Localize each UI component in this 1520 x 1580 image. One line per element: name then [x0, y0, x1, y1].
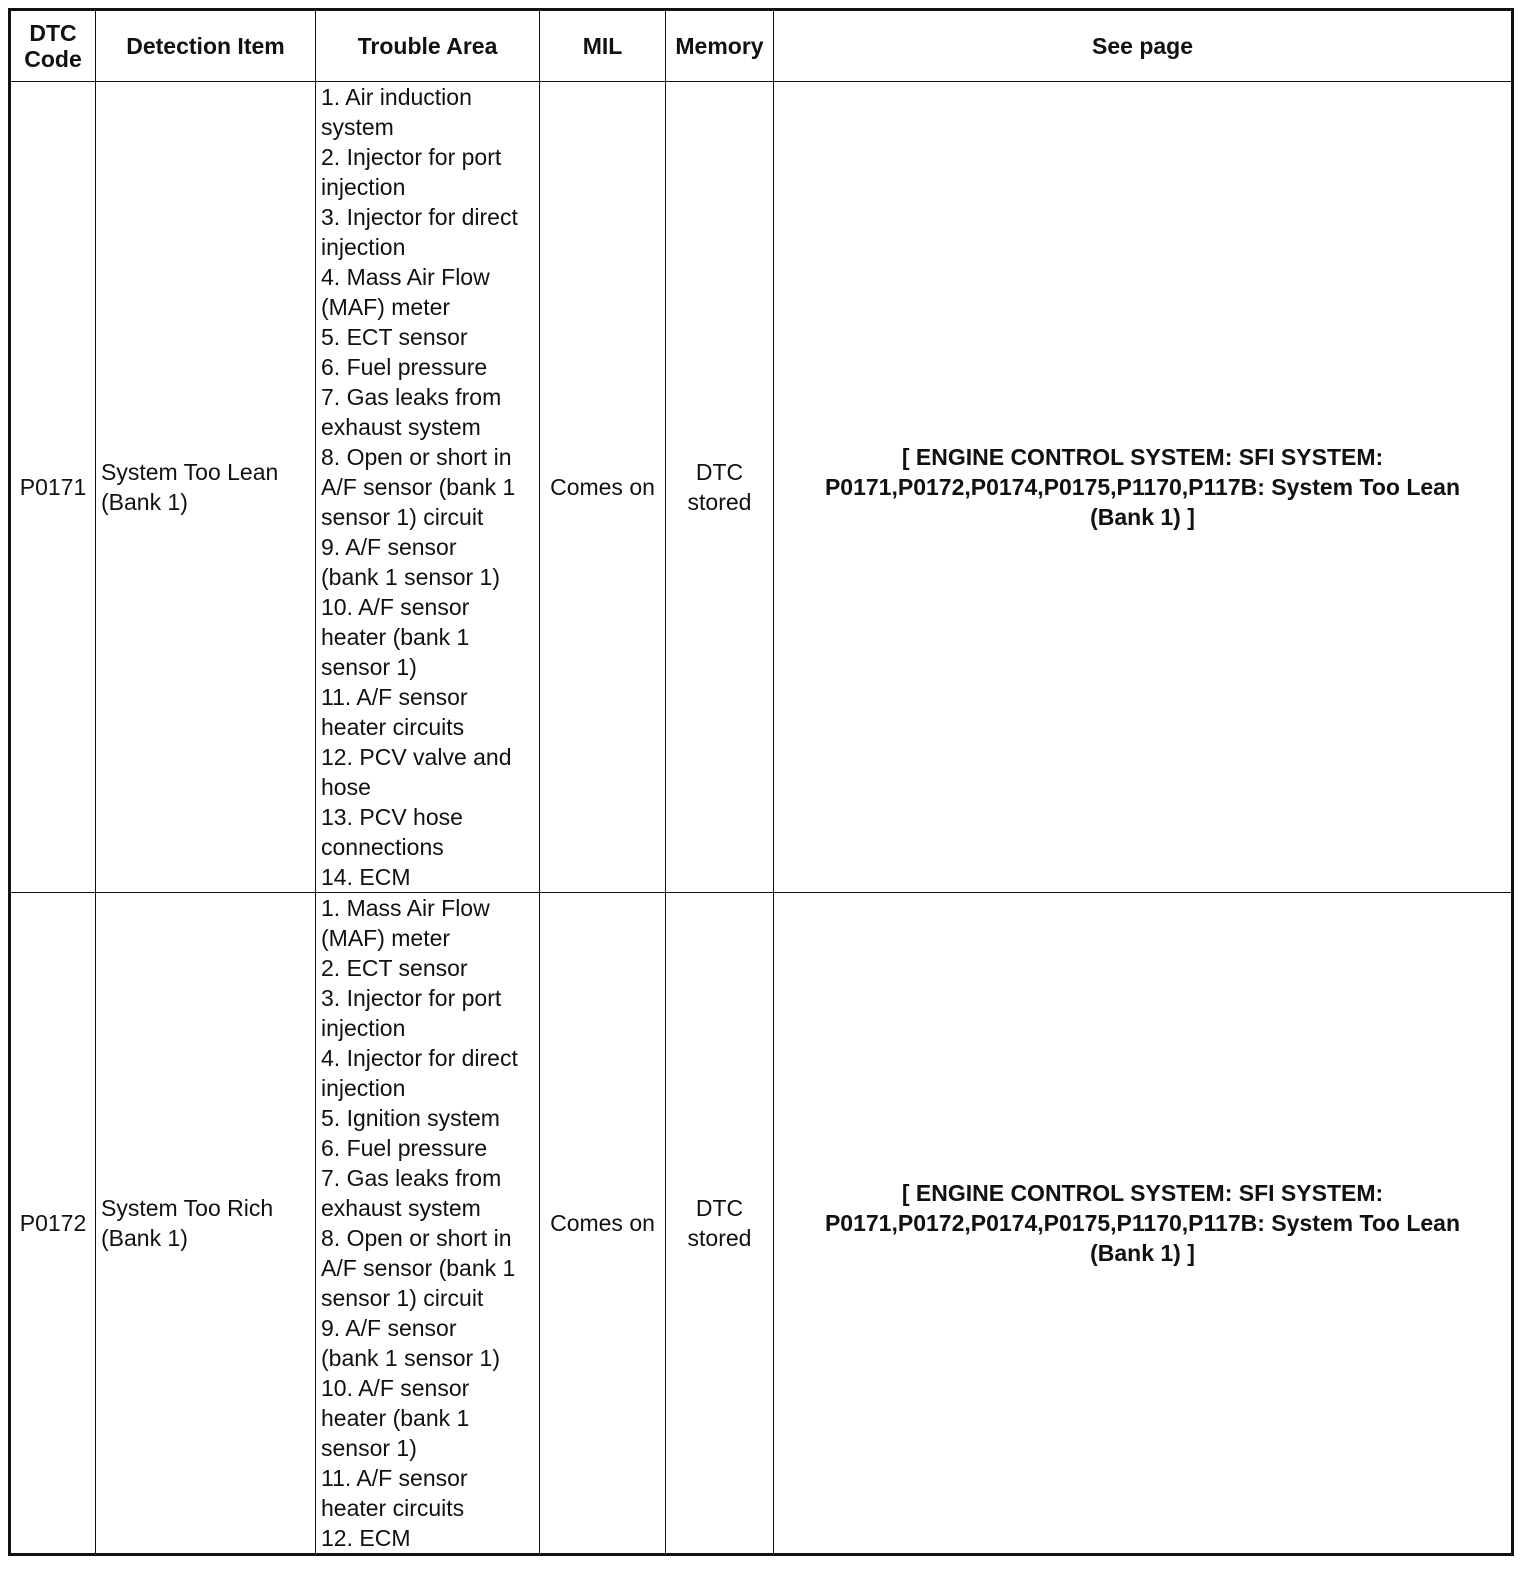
trouble-area-line: hose: [321, 774, 371, 800]
header-memory: Memory: [666, 10, 774, 82]
trouble-area-line: 1. Air induction: [321, 84, 472, 110]
trouble-area-line: 6. Fuel pressure: [321, 354, 488, 380]
trouble-area-line: heater (bank 1: [321, 624, 470, 650]
trouble-area-line: system: [321, 114, 394, 140]
trouble-area-line: 1. Mass Air Flow: [321, 895, 490, 921]
header-trouble-area: Trouble Area: [316, 10, 540, 82]
header-row: [10, 10, 1513, 82]
trouble-area-line: 10. A/F sensor: [321, 1375, 470, 1401]
trouble-area-line: sensor 1): [321, 654, 417, 680]
trouble-area-line: exhaust system: [321, 1195, 481, 1221]
trouble-area-line: 9. A/F sensor: [321, 534, 457, 560]
trouble-area-line: 12. PCV valve and: [321, 744, 512, 770]
trouble-area-line: 7. Gas leaks from: [321, 1165, 502, 1191]
header-mil: MIL: [540, 10, 666, 82]
trouble-area-line: A/F sensor (bank 1: [321, 1255, 516, 1281]
memory-cell: DTC stored: [666, 893, 774, 1555]
trouble-area-line: 13. PCV hose: [321, 804, 463, 830]
trouble-area-line: sensor 1): [321, 1435, 417, 1461]
mil-cell: Comes on: [540, 893, 666, 1555]
trouble-area-line: 3. Injector for direct: [321, 204, 518, 230]
trouble-area-cell: [316, 82, 540, 893]
trouble-area-line: 8. Open or short in: [321, 1225, 512, 1251]
header-see-page: See page: [774, 10, 1513, 82]
trouble-area-line: exhaust system: [321, 414, 481, 440]
trouble-area-line: sensor 1) circuit: [321, 1285, 484, 1311]
trouble-area-line: 5. Ignition system: [321, 1105, 500, 1131]
table-row: [10, 893, 1513, 1555]
trouble-area-line: 8. Open or short in: [321, 444, 512, 470]
see-page-link[interactable]: [ ENGINE CONTROL SYSTEM: SFI SYSTEM: P0171,P0172,P0174,P0175,P1170,P117B: System Too Lean (Bank 1) ]: [824, 1180, 1461, 1266]
header-dtc-code: DTC Code: [10, 10, 96, 82]
trouble-area-line: 5. ECT sensor: [321, 324, 468, 350]
trouble-area-line: 12. ECM: [321, 1525, 411, 1551]
trouble-area-line: 4. Mass Air Flow: [321, 264, 490, 290]
trouble-area-line: heater circuits: [321, 714, 465, 740]
dtc-code-cell: P0171: [10, 82, 96, 893]
trouble-area-line: injection: [321, 1015, 406, 1041]
detection-item-cell: System Too Rich (Bank 1): [96, 893, 316, 1555]
trouble-area-line: 14. ECM: [321, 864, 411, 890]
trouble-area-line: 7. Gas leaks from: [321, 384, 502, 410]
trouble-area-line: 2. ECT sensor: [321, 955, 468, 981]
trouble-area-line: connections: [321, 834, 444, 860]
trouble-area-line: 10. A/F sensor: [321, 594, 470, 620]
trouble-area-line: 2. Injector for port: [321, 144, 502, 170]
see-page-cell: [774, 82, 1513, 893]
header-detection-item: Detection Item: [96, 10, 316, 82]
see-page-cell: [774, 893, 1513, 1555]
table-row: [10, 82, 1513, 893]
dtc-code-cell: P0172: [10, 893, 96, 1555]
trouble-area-cell: [316, 893, 540, 1555]
trouble-area-line: injection: [321, 174, 406, 200]
trouble-area-line: injection: [321, 1075, 406, 1101]
trouble-area-line: 3. Injector for port: [321, 985, 502, 1011]
trouble-area-line: (bank 1 sensor 1): [321, 564, 500, 590]
mil-cell: Comes on: [540, 82, 666, 893]
trouble-area-line: 4. Injector for direct: [321, 1045, 518, 1071]
trouble-area-line: 11. A/F sensor: [321, 684, 468, 710]
see-page-link[interactable]: [ ENGINE CONTROL SYSTEM: SFI SYSTEM: P0171,P0172,P0174,P0175,P1170,P117B: System Too Lean (Bank 1) ]: [824, 444, 1461, 530]
trouble-area-line: heater circuits: [321, 1495, 465, 1521]
trouble-area-line: (bank 1 sensor 1): [321, 1345, 500, 1371]
detection-item-cell: System Too Lean (Bank 1): [96, 82, 316, 893]
trouble-area-line: 6. Fuel pressure: [321, 1135, 488, 1161]
trouble-area-line: 9. A/F sensor: [321, 1315, 457, 1341]
trouble-area-line: heater (bank 1: [321, 1405, 470, 1431]
trouble-area-line: injection: [321, 234, 406, 260]
dtc-table: [8, 8, 1514, 1556]
trouble-area-line: 11. A/F sensor: [321, 1465, 468, 1491]
trouble-area-line: sensor 1) circuit: [321, 504, 484, 530]
memory-cell: DTC stored: [666, 82, 774, 893]
trouble-area-line: (MAF) meter: [321, 925, 451, 951]
trouble-area-line: (MAF) meter: [321, 294, 451, 320]
trouble-area-line: A/F sensor (bank 1: [321, 474, 516, 500]
